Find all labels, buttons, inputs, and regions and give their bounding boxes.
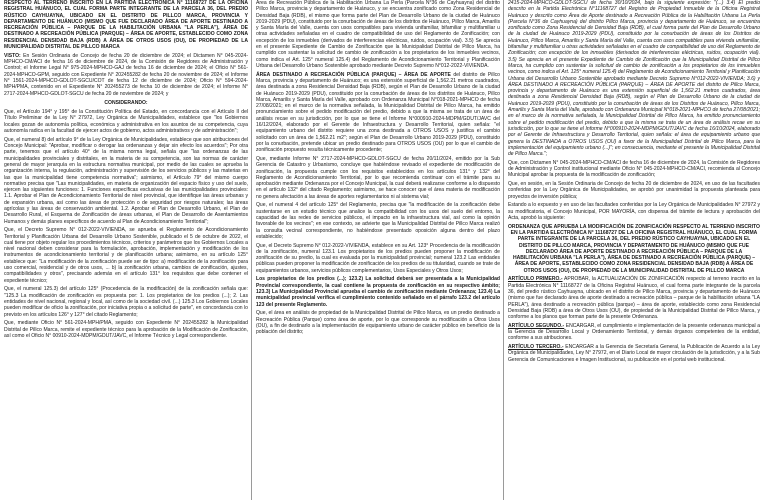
column-divider — [251, 0, 252, 500]
column-3 — [508, 0, 760, 500]
column-2 — [256, 0, 500, 500]
paragraph: Área de Recreación Pública de la Habilitación Urbana La Perla (Parcela N°36 de Cayhuayna) del distrito Pillco Marca, provincia y departamento de Huánuco, y se encuentra zonificado como Zona Residencial de Densidad Baja (RDB), el mismo que forma parte del Plan de Desarrollo Urbano de la ciudad de Huánuco 2019-2029 (PDU), constituido por la conurbación de áreas de los distritos de Huánuco, Pillco Marca, Amarilis y Santa María del Valle, cuenta con usos compatibles para vivienda unifamiliar, bifamiliar y multifamiliar u otras actividades señaladas en el cuadro de compatibilidad de uso del Reglamento de Zonificación; con excepción de los inmuebles (derivados de interferencias eléctricas, ruidos, ocupación vial). 3.5) Se aprecia en el presente Expediente de Cambio de Zonificación que la Municipalidad Distrital de Pillco Marca, ha cumplido con sustentar la solicitud de cambio de zonificación a los propietarios de los inmuebles vecinos, como indica el Art. 125° numeral 125.4) del Reglamento de Acondicionamiento Territorial y Planificación Urbana del Desarrollo Urbano Sostenible aprobado mediante Decreto Supremo N°012-2022-VIVIENDA. — [256, 0, 500, 69]
column-divider — [503, 0, 504, 500]
paragraph: Que, el Decreto Supremo N° 012-2022-VIVIENDA, establece en su Art. 123° Procedencia de la modificación de la zonificación, numeral 123.1 Los propietarios de los predios pueden proponer la modificación de zonificación de su predio, la cual es evaluada por la municipalidad provincial; numeral 123.2 Las entidades públicas pueden proponer la modificación de zonificación de los predios de su titularidad, cuando se trate de equipamientos urbanos, servicios públicos complementarios, Usos Especiales y Otros Usos; — [256, 242, 500, 274]
visto-label: VISTO: — [4, 52, 21, 59]
paragraph: Que, mediante Oficio N° 561-2024-MPH/PMA, seguido con Expediente N° 202455282 la Municipalidad Distrital de Pillco Marca, remite el expediente técnico para la aprobación de la Modificación de Zonificación, así como el Oficio N° 00910-2024-MDPM/GDUT/JAVC, el Informe Técnico y Legal correspondiente. — [4, 320, 248, 339]
article-second — [508, 323, 760, 342]
paragraph: Que, el área en análisis de propiedad de la Municipalidad Distrital de Pillco Marca, es un predio destinado a Recreación Pública (Parque) como área de aporte, por lo que corresponde su modificación a Otros Usos (OU), a fin de destinarlo a la implementación de equipamiento urbano de carácter público en beneficio de la población del distrito; — [256, 310, 500, 336]
paragraph: Estando a lo expuesto y en uso de las facultades conferidas por la Ley Orgánica de Municipalidades N° 27972 y su modificatoria, el Concejo Municipal, POR MAYORÍA, con dispensa del trámite de lectura y aprobación del Acta, aprobó la siguiente: — [508, 202, 760, 221]
article-third — [508, 344, 760, 363]
bold-paragraph: Los propietarios de los predios (...); 123.2) La solicitud deberá ser presentada a la Municipalidad Provincial correspondiente, la cual contiene la propuesta de zonificación en su respectivo ámbito; 123.3) La Municipalidad Provincial aprueba el cambio de zonificación mediante Ordenanza; 123.4) La municipalidad provincial verifica el cumplimiento contenido señalado en el párrafo 123.2 del artículo 123 del presente Reglamento. — [256, 276, 500, 308]
article-text: ENCARGAR, el cumplimiento e implementación de la presente ordenanza municipal a la Gerencia de Desarrollo Local y Ordenamiento Territorial, y demás órganos competentes de la entidad, conforme a sus atribuciones. — [508, 322, 760, 342]
bold-phrase: ÁREA DESTINADO A RECREACIÓN PÚBLICA (PARQUE) – ÁREA DE APORTE — [256, 71, 451, 78]
article-first — [508, 276, 760, 320]
visto-paragraph — [4, 53, 248, 97]
column-1 — [4, 0, 248, 500]
paragraph: Que, el Artículo 194° y 195° de la Constitución Política del Estado, en concordancia con el Artículo II del Título Preliminar de la Ley N° 27972, Ley Orgánica de Municipalidades, establece que "los Gobiernos locales gozan de autonomía política, económica y administrativa en los asuntos de su competencia, cuya autonomía radica en la facultad de ejercer actos de gobierno, actos administrativos y de administración"; — [4, 109, 248, 135]
paragraph: Que, el numeral 8) del artículo 9° de la Ley Orgánica de Municipalidades, establece que son atribuciones del Concejo Municipal: "Aprobar, modificar o derogar las ordenanzas y dejar sin efecto los acuerdos"; Por otra parte, tenemos que el artículo 40° de la misma norma legal, señala que "las ordenanzas de las municipalidades provinciales y distritales, en la materia de su competencia, son las normas de carácter general de mayor jerarquía en la estructura normativa municipal, por medio de las cuales se aprueba la organización interna, la regulación, administración y supervisión de los servicios públicos y las materias en las que la municipalidad tiene competencia normativa"; asimismo, el Artículo 79° del mismo cuerpo normativo precisa que "Las municipalidades, en materia de organización del espacio físico y uso del suelo, ejercen las siguientes funciones: 1. Funciones específicas exclusivas de las municipalidades provinciales: 1.1. Aprobar el Plan de Acondicionamiento Territorial de nivel provincial, que identifique las áreas urbanas y de expansión urbana, así como las áreas de protección o de seguridad por riesgos naturales; las áreas agrícolas y las áreas de conservación ambiental. 1.2. Aprobar el Plan de Desarrollo Urbano, el Plan de Desarrollo Rural, el Esquema de Zonificación de áreas urbanas, el Plan de Desarrollo de Asentamientos Humanos y demás planes específicos de acuerdo al Plan de Acondicionamiento Territorial"; — [4, 136, 248, 225]
considerando-heading: CONSIDERANDO: — [104, 99, 148, 106]
paragraph: Que, el numeral 125.3) del artículo 125° (Procedencia de la modificación) de la zonificación señala que: "125.3 La modificación de zonificación es propuesta por: 1. Los propietarios de los predios (...); 2. Las entidades de nivel nacional, regional y local, así como de la sociedad civil. (...) 125.3 Los Gobiernos Locales pueden modificar de oficio la zonificación, por iniciativa propia o a solicitud de parte", en concordancia con lo previsto en los artículos 126° y 127° del citado Reglamento; — [4, 286, 248, 318]
paragraph-text: del distrito de Pillco Marca, provincia y departamento de Huánuco; es una extensión superficial de 1,562.21 metros cuadrados, área destinada a zona Residencial Densidad Baja (RDB), según el Plan de Desarrollo Urbano de la ciudad de Huánuco 2019-2029 (PDU), constituido por la conurbación de áreas de los distritos de Huánuco, Pillco Marca, Amarilis y Santa María del Valle, aprobado con Ordenanza Municipal N°018-2021-MPHCO de fecha 27/08/2021; en el marco de la normativa señalada, la Municipalidad Distrital de Pillco Marca, ha emitido pronunciamiento sobre el pedido modificación del predio, debido a que la misma se trata de un área de análisis recae en su jurisdicción, por lo que se tiene el Informe N°000910-2024-MDPM/GDUT/JAVC del 16/12/2024, elaborado por el Gerente de Infraestructura y Desarrollo Territorial, quien señala: "el equipamiento urbano del distrito requiere una zona destinada a OTROS USOS y justifica el cambio solicitado con un área de 1,562.21 m2"; según el Plan de Desarrollo Urbano 2019-2029 (PDU), constituido por la conurbación, pretende ubicar un predio destinado para OTROS USOS (OU) por lo que el cambio de zonificación propuesto resulta técnicamente procedente; — [256, 71, 500, 154]
paragraph: Que, con Dictamen N° 045-2024-MPHCO-CM/ACI de fecha 16 de diciembre de 2024, la Comisión de Regidores de Administración y Control institucional mediante Oficio N° 045-2024-MPHCO-CM/ACI, recomienda al Concejo Municipal aprobar la propuesta de la modificación de zonificación; — [508, 159, 760, 179]
article-label: ARTÍCULO TERCERO.- — [508, 344, 564, 351]
paragraph — [256, 72, 500, 154]
article-text: APROBAR, la ACTUALIZACIÓN DE ZONIFICACIÓN respecto al terreno inscrito en la Partida Electrónica N° 11168727 de la Oficina Registral Huánuco, el cual forma parte integrante de la parcela 36, del predio rústico Cayhuayna, ubicado en el distrito de Pillco Marca, provincia y departamento de Huánuco (mismo que fue declarado área de aporte destinado a recreación pública – parque de la habilitación urbana "LA PERLA"), área destinado a recreación pública (parque) – área de aporte, establecido como zona Residencial Densidad Baja (RDB) a área de Otros Usos (OU), de propiedad de la Municipalidad Distrital de Pillco Marca, y conforme a los planos que forman parte de la presente Ordenanza. — [508, 276, 760, 321]
paragraph: Que, el Decreto Supremo N° 012-2022-VIVIENDA, se aprueba el Reglamento de Acondicionamiento Territorial y Planificación Urbana del Desarrollo Urbano Sostenible, publicado el 5 de octubre de 2022, el cual tiene por objeto regular los procedimientos técnicos, criterios y parámetros que los Gobiernos Locales a nivel nacional deben considerar para la formulación, aprobación, implementación y modificación de los instrumentos de acondicionamiento territorial y de planificación urbana; asimismo, en su artículo 125° establece que: "La modificación de la zonificación puede ser de tipo: a) modificación de la zonificación para uso comercial, residencial y de otros usos, ... b) la zonificación urbana, cambios de zonificación, ajustes, compatibilidades y otros", precisando además en el artículo 131° los requisitos que debe contener el expediente técnico; — [4, 227, 248, 284]
article-text: ENCARGAR a la Gerencia de Secretaría General, la Publicación de Acuerdo a la Ley Orgánica de Municipalidades, Ley N° 27972, en el Diario Local de mayor circulación de la jurisdicción, y a la Sub Gerencia de Comunicaciones e Imagen Institucional, su publicación en el portal web institucional. — [508, 344, 760, 363]
article-label: ARTÍCULO PRIMERO.- — [508, 276, 563, 283]
paragraph: Que, el numeral 4 del artículo 125° del Reglamento, precisa que "la modificación de la zonificación debe sustentarse en un estudio técnico que analice la compatibilidad con los usos del suelo del entorno, la capacidad de las redes de servicios públicos, el impacto en la infraestructura vial, así como la opinión favorable de los vecinos"; en ese contexto, se advierte que la Municipalidad Distrital de Pillco Marca realizó la consulta vecinal correspondiente, no habiéndose presentado oposición alguna dentro del plazo establecido; — [256, 202, 500, 240]
visto-text: En Sesión Ordinaria de Concejo de fecha 20 de diciembre de 2024; el Dictamen N° 045-2024-MPHCO-CM/ACI de fecha 16 de diciembre de 2024, de la Comisión de Regidores de Administración y Control; el Informe Legal N° 975-2024-MPHCO-GAJ de fecha 16 de diciembre de 2024; el Oficio N° 561-2024-MPHCO-GPM, seguido con Expediente N° 202455282 de fecha 20 de noviembre de 2024; el Informe N° 1561-2024-MPHCO-GDLOT-SGCU/COT de fecha 12 de diciembre de 2024; Oficio N° 594-2024-MPH/PMA, contenido en el Expediente N° 202455273 de fecha 10 de diciembre de 2024; el Informe N° 2717-2024-MPHCO-GDLOT-SGCU de fecha 20 de noviembre de 2024; y — [4, 52, 248, 97]
quoted-paragraph: 2415-2024-MPHCO-GDLOT-SGCU de fecha 30/10/2024, bajo la siguiente expresión: "(...) 3.4) El predio descrito en la Partida Electrónica N°11168727 del Registro de Propiedad Inmueble de la Oficina Registral Huánuco y descrito como Área de Aporte destinado a Recreación Pública de la Habilitación Urbana La Perla (Parcela N°36 de Cayhuayna) del distrito Pillco Marca, provincia y departamento de Huánuco, se encuentra zonificado como Zona Residencial de Densidad Baja (RDB), el cual forma parte del Plan de Desarrollo Urbano de la ciudad de Huánuco 2019-2029 (PDU), constituido por la conurbación de áreas de los Distritos de Huánuco, Pillco Marca, Amarilis y Santa María del Valle, cuenta con usos compatibles para vivienda unifamiliar, bifamiliar y multifamiliar u otras actividades señaladas en el cuadro de compatibilidad de uso del Reglamento de Zonificación; con excepción de los inmuebles (derivados de interferencias eléctricas, ruidos, ocupación vial). 3.5) Se aprecia en el presente Expediente de Cambio de Zonificación que la Municipalidad Distrital de Pillco Marca, ha cumplido con sustentar la solicitud de cambio de zonificación a los propietarios de los inmuebles vecinos, como indica el Art. 125° numeral 125.4) del Reglamento de Acondicionamiento Territorial y Planificación Urbana del Desarrollo Urbano Sostenible aprobado mediante Decreto Supremo N°012-2022-VIVIENDA; 3.6) y ÁREA DESTINADO A RECREACIÓN PÚBLICA (PARQUE) – ÁREA DE APORTE del distrito de Pillco Marca, provincia y departamento de Huánuco es una extensión superficial de 1,562.21 metros cuadrados, área destinada a zona Residencial Densidad Baja (RDB), según el Plan de Desarrollo Urbano de la ciudad de Huánuco 2019-2029 (PDU), constituido por la conurbación de áreas de los Distritos de Huánuco, Pillco Marca, Amarilis y Santa María del Valle, aprobado con Ordenanza Municipal N°018-2021-MPHCO de fecha 27/08/2021; en el marco de la normativa señalada, la Municipalidad Distrital de Pillco Marca, ha emitido pronunciamiento sobre el pedido modificación del predio, debido a que la misma se trata de un área de análisis recae en su jurisdicción, por lo que se tiene el Informe N°000910-2024-MDPM/GDUT/JAVC de fecha 16/10/2024, elaborado por el Gerente de Infraestructura y Desarrollo Territorial, quien señala: el área de equipamiento urbano que genera la DESTINADA a OTROS USOS (OU) a favor de la Municipalidad Distrital de Pillco Marca, para la implementación del equipamiento urbano (...)"; en consecuencia, mediante el presente la Municipalidad Distrital de Pillco Marca."; — [508, 0, 760, 158]
ordinance-header: RESPECTO AL TERRENO INSCRITO EN LA PARTIDA ELECTRÓNICA N° 11168727 DE LA OFICINA REGISTRAL HUÁNUCO, EL CUAL FORMA PARTE INTEGRANTE DE LA PARCELA 36, DEL PREDIO RÚSTICO CAYHUAYNA, UBICADO EN EL DISTRITO DE PILLCO MARCA, PROVINCIA Y DEPARTAMENTO DE HUÁNUCO (MISMO QUE FUE DECLARADO ÁREA DE APORTE DESTINADO A RECREACIÓN PÚBLICA – PARQUE DE LA HABILITACIÓN URBANA "LA PERLA"), ÁREA DE DESTINADO A RECREACIÓN PÚBLICA (PARQUE) – ÁREA DE APORTE, ESTABLECIDO COMO ZONA RESIDENCIAL DENSIDAD BAJA (RDB) A ÁREA DE OTROS USOS (OU), DE PROPIEDAD DE LA MUNICIPALIDAD DISTRITAL DE PILLCO MARCA — [4, 0, 248, 51]
paragraph: Que, en sesión, en la Sesión Ordinaria de Concejo de fecha 20 de diciembre de 2024, en uso de las facultades conferidas por la Ley Orgánica de Municipalidades, se aprobó por unanimidad la propuesta planteada para proyectos de inversión pública; — [508, 181, 760, 200]
paragraph: Que, mediante Informe N° 2717-2024-MPHCO-GDLOT-SGCU de fecha 20/11/2024, emitido por la Sub Gerencia de Catastro y Urbanismo, concluye que habiéndose revisado el expediente de modificación de zonificación, la propuesta cumple con los requisitos establecidos en los artículos 131° y 132° del Reglamento de Acondicionamiento Territorial, por lo que recomienda continuar con el trámite para su aprobación mediante Ordenanza por el Concejo Municipal, la cual deberá realizarse conforme a lo dispuesto en el artículo 132° del citado Reglamento; asimismo, se hace conocer que el área materia de modificación no genera afectación a las áreas de aportes reglamentarios ni al sistema vial; — [256, 155, 500, 200]
article-label: ARTÍCULO SEGUNDO.- — [508, 322, 565, 329]
ordinance-title: ORDENANZA QUE APRUEBA LA MODIFICACIÓN DE ZONIFICACIÓN RESPECTO AL TERRENO INSCRITO EN LA PARTIDA ELECTRÓNICA N° 11168727 DE LA OFICINA REGISTRAL HUÁNUCO, EL CUAL FORMA PARTE INTEGRANTE DE LA PARCELA 36, DEL PREDIO RÚSTICO CAYHUAYNA, UBICADO EN EL DISTRITO DE PILLCO MARCA, PROVINCIA Y DEPARTAMENTO DE HUÁNUCO (MISMO QUE FUE DECLARADO ÁREA DE APORTE DESTINADO A RECREACIÓN PÚBLICA – PARQUE DE LA HABILITACIÓN URBANA "LA PERLA"), ÁREA DE DESTINADO A RECREACIÓN PÚBLICA (PARQUE) – ÁREA DE APORTE, ESTABLECIDO COMO ZONA RESIDENCIAL DENSIDAD BAJA (RDB) A ÁREA DE OTROS USOS (OU), DE PROPIEDAD DE LA MUNICIPALIDAD DISTRITAL DE PILLCO MARCA — [508, 223, 760, 274]
